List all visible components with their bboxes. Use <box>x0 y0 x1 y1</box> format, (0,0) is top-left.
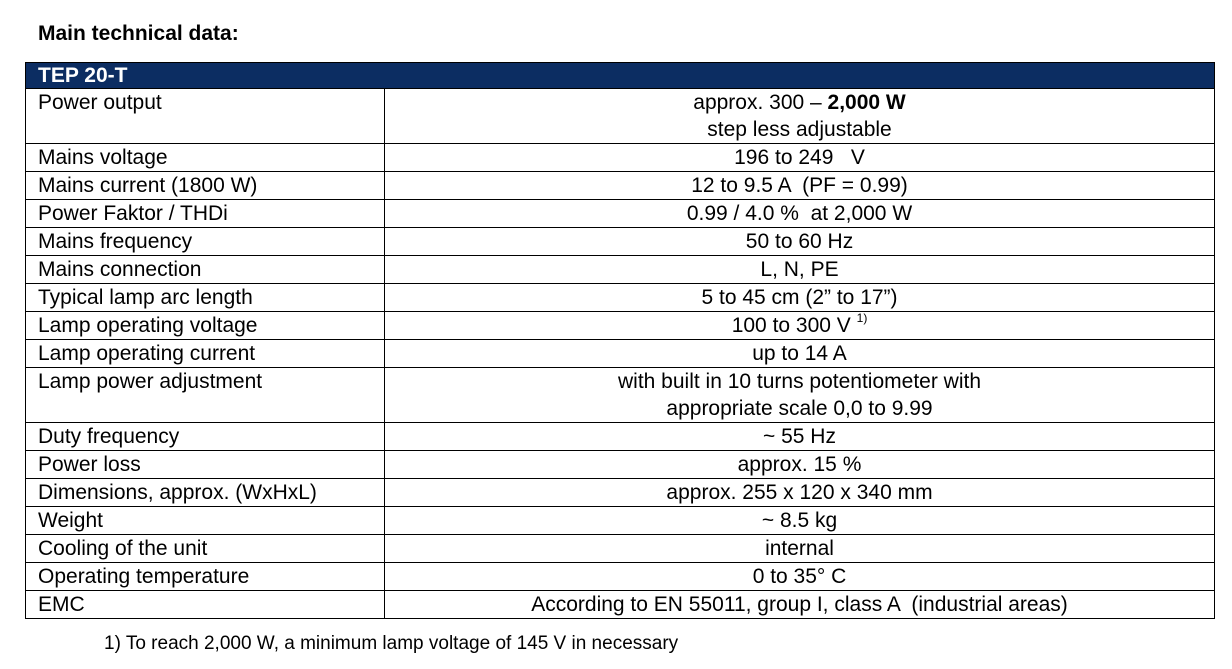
row-value: ~ 55 Hz <box>385 423 1215 451</box>
row-value: 0 to 35° C <box>385 563 1215 591</box>
row-label: Power Faktor / THDi <box>26 200 385 228</box>
table-row <box>26 507 1215 535</box>
table-row <box>26 479 1215 507</box>
table-row <box>26 535 1215 563</box>
row-label: Typical lamp arc length <box>26 284 385 312</box>
footnote: 1) To reach 2,000 W, a minimum lamp voltage of 145 V in necessary <box>104 633 679 654</box>
row-value <box>385 312 1215 340</box>
row-label: Duty frequency <box>26 423 385 451</box>
row-label: Mains frequency <box>26 228 385 256</box>
row-label: Lamp power adjustment <box>26 368 385 423</box>
model-name: TEP 20-T <box>26 63 1215 89</box>
row-label: Lamp operating voltage <box>26 312 385 340</box>
table-row <box>26 368 1215 423</box>
row-value: up to 14 A <box>385 340 1215 368</box>
value-bold-text: 2,000 W <box>827 91 906 114</box>
value-line <box>385 89 1214 116</box>
row-label: Lamp operating current <box>26 340 385 368</box>
value-text: 100 to 300 V <box>731 314 857 337</box>
row-value: 196 to 249 V <box>385 144 1215 172</box>
row-value <box>385 89 1215 144</box>
table-row <box>26 591 1215 619</box>
row-value: 12 to 9.5 A (PF = 0.99) <box>385 172 1215 200</box>
row-value: approx. 255 x 120 x 340 mm <box>385 479 1215 507</box>
row-value <box>385 368 1215 423</box>
technical-data-table <box>25 62 1215 619</box>
row-value: approx. 15 % <box>385 451 1215 479</box>
value-text: approx. 300 – <box>693 91 828 114</box>
table-header-row <box>26 63 1215 89</box>
table-row <box>26 312 1215 340</box>
row-value: ~ 8.5 kg <box>385 507 1215 535</box>
row-label: Power loss <box>26 451 385 479</box>
row-label: Operating temperature <box>26 563 385 591</box>
value-line: with built in 10 turns potentiometer with <box>617 370 982 393</box>
table-row <box>26 423 1215 451</box>
row-label: EMC <box>26 591 385 619</box>
row-value: 50 to 60 Hz <box>385 228 1215 256</box>
row-value: According to EN 55011, group I, class A (industrial areas) <box>385 591 1215 619</box>
row-label: Cooling of the unit <box>26 535 385 563</box>
table-row <box>26 144 1215 172</box>
table-row <box>26 451 1215 479</box>
table-row <box>26 200 1215 228</box>
table-row <box>26 228 1215 256</box>
row-value: internal <box>385 535 1215 563</box>
table-row <box>26 256 1215 284</box>
row-value: L, N, PE <box>385 256 1215 284</box>
section-heading: Main technical data: <box>38 22 239 45</box>
table-row <box>26 340 1215 368</box>
row-value: 0.99 / 4.0 % at 2,000 W <box>385 200 1215 228</box>
row-label: Weight <box>26 507 385 535</box>
row-label: Mains voltage <box>26 144 385 172</box>
row-label: Mains connection <box>26 256 385 284</box>
row-label: Power output <box>26 89 385 144</box>
table-row <box>26 89 1215 144</box>
row-label: Dimensions, approx. (WxHxL) <box>26 479 385 507</box>
table-row <box>26 284 1215 312</box>
value-line-2: step less adjustable <box>707 118 892 141</box>
footnote-marker: 1) <box>856 311 868 325</box>
table-row <box>26 172 1215 200</box>
row-value: 5 to 45 cm (2” to 17”) <box>385 284 1215 312</box>
row-label: Mains current (1800 W) <box>26 172 385 200</box>
value-line-2: appropriate scale 0,0 to 9.99 <box>666 397 933 420</box>
table-row <box>26 563 1215 591</box>
